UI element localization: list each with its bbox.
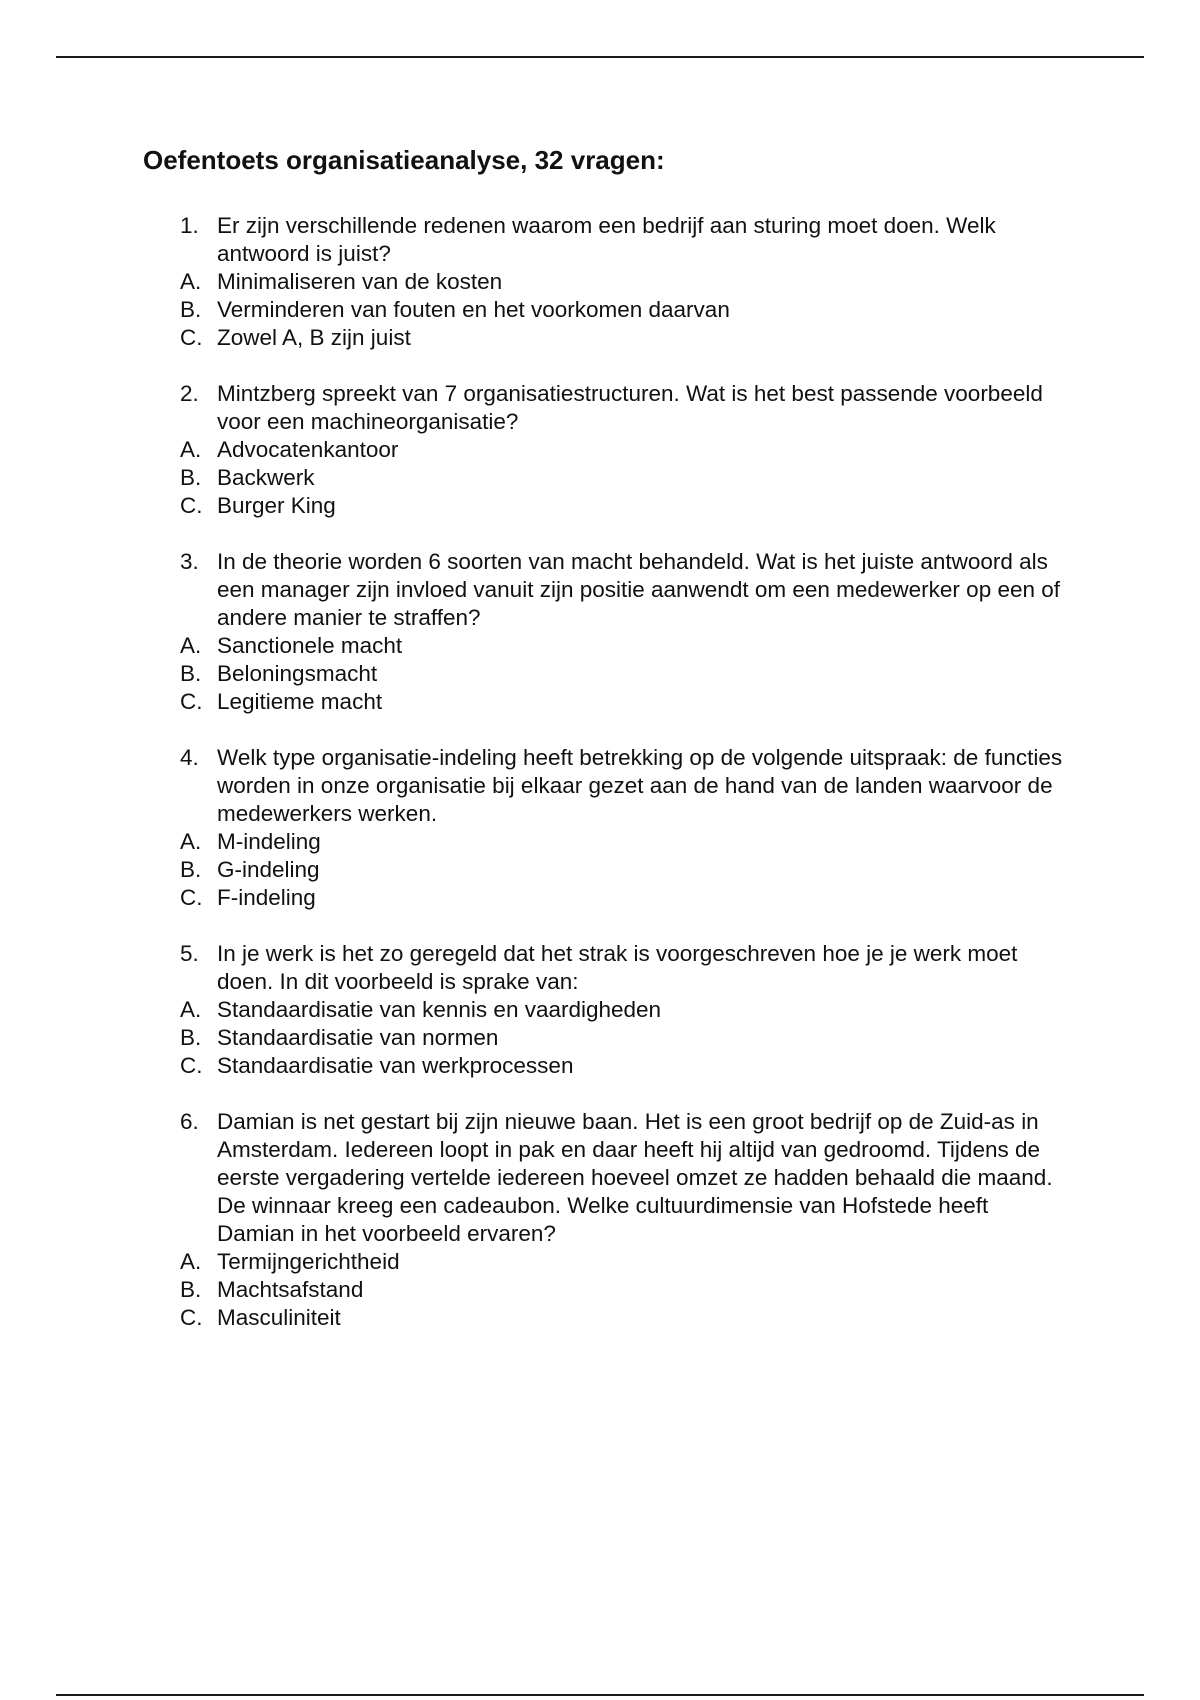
answer-option-b — [143, 660, 1063, 688]
option-letter: C. — [180, 1305, 203, 1330]
option-letter: C. — [180, 493, 203, 518]
option-text: F-indeling — [217, 885, 316, 910]
question-number: 4. — [180, 745, 199, 770]
question-stem — [143, 548, 1063, 632]
option-text: Termijngerichtheid — [217, 1249, 400, 1274]
option-letter: C. — [180, 325, 203, 350]
question-stem — [143, 1108, 1063, 1248]
option-text: Standaardisatie van kennis en vaardigheden — [217, 997, 662, 1022]
option-letter: A. — [180, 1249, 202, 1274]
answer-option-a — [143, 268, 1063, 296]
question-text: In je werk is het zo geregeld dat het strak is voorgeschreven hoe je je werk moet doen. In dit voorbeeld is sprake van: — [217, 941, 1018, 994]
option-text: Zowel A, B zijn juist — [217, 325, 411, 350]
option-letter: B. — [180, 297, 202, 322]
document-body — [143, 140, 1063, 1360]
answer-option-b — [143, 856, 1063, 884]
question-number: 6. — [180, 1109, 199, 1134]
bottom-rule — [56, 1694, 1144, 1696]
answer-option-c — [143, 1304, 1063, 1332]
option-text: Legitieme macht — [217, 689, 383, 714]
question-3 — [143, 548, 1063, 716]
question-text: Damian is net gestart bij zijn nieuwe baan. Het is een groot bedrijf op de Zuid-as in Amsterdam. Iedereen loopt in pak en daar heeft hij altijd van gedroomd. Tijdens de eerste vergadering vertelde iedereen hoeveel omzet ze hadden behaald die maand. De winnaar kreeg een cadeaubon. Welke cultuurdimensie van Hofstede heeft Damian in het voorbeeld ervaren? — [217, 1109, 1053, 1246]
answer-option-a — [143, 996, 1063, 1024]
question-number: 1. — [180, 213, 199, 238]
question-stem — [143, 940, 1063, 996]
option-text: Minimaliseren van de kosten — [217, 269, 503, 294]
option-text: Beloningsmacht — [217, 661, 378, 686]
option-letter: C. — [180, 1053, 203, 1078]
question-text: Er zijn verschillende redenen waarom een bedrijf aan sturing moet doen. Welk antwoord is juist? — [217, 213, 996, 266]
question-stem — [143, 744, 1063, 828]
option-text: Sanctionele macht — [217, 633, 403, 658]
option-letter: A. — [180, 633, 202, 658]
option-letter: B. — [180, 1025, 202, 1050]
option-letter: C. — [180, 885, 203, 910]
question-4 — [143, 744, 1063, 912]
answer-option-a — [143, 632, 1063, 660]
question-text: Welk type organisatie-indeling heeft betrekking op de volgende uitspraak: de functies worden in onze organisatie bij elkaar gezet aan de hand van de landen waarvoor de medewerkers werken. — [217, 745, 1063, 826]
option-text: M-indeling — [217, 829, 321, 854]
answer-option-c — [143, 492, 1063, 520]
option-letter: B. — [180, 1277, 202, 1302]
question-2 — [143, 380, 1063, 520]
option-letter: B. — [180, 661, 202, 686]
option-text: Machtsafstand — [217, 1277, 364, 1302]
question-1 — [143, 212, 1063, 352]
answer-option-c — [143, 1052, 1063, 1080]
question-number: 5. — [180, 941, 199, 966]
question-stem — [143, 380, 1063, 436]
question-number: 3. — [180, 549, 199, 574]
option-text: Masculiniteit — [217, 1305, 341, 1330]
answer-option-b — [143, 1024, 1063, 1052]
option-text: Advocatenkantoor — [217, 437, 399, 462]
option-letter: B. — [180, 465, 202, 490]
answer-option-b — [143, 296, 1063, 324]
answer-option-c — [143, 884, 1063, 912]
question-6 — [143, 1108, 1063, 1332]
answer-option-a — [143, 828, 1063, 856]
answer-option-c — [143, 324, 1063, 352]
option-text: G-indeling — [217, 857, 320, 882]
top-rule — [56, 56, 1144, 58]
answer-option-b — [143, 1276, 1063, 1304]
answer-option-c — [143, 688, 1063, 716]
option-letter: A. — [180, 997, 202, 1022]
option-letter: B. — [180, 857, 202, 882]
question-stem — [143, 212, 1063, 268]
option-text: Standaardisatie van werkprocessen — [217, 1053, 574, 1078]
question-5 — [143, 940, 1063, 1080]
option-text: Verminderen van fouten en het voorkomen daarvan — [217, 297, 730, 322]
option-text: Burger King — [217, 493, 336, 518]
answer-option-a — [143, 1248, 1063, 1276]
answer-option-a — [143, 436, 1063, 464]
option-letter: C. — [180, 689, 203, 714]
option-text: Standaardisatie van normen — [217, 1025, 499, 1050]
option-letter: A. — [180, 829, 202, 854]
question-text: In de theorie worden 6 soorten van macht behandeld. Wat is het juiste antwoord als een manager zijn invloed vanuit zijn positie aanwendt om een medewerker op een of andere manier te straffen? — [217, 549, 1061, 630]
question-text: Mintzberg spreekt van 7 organisatiestructuren. Wat is het best passende voorbeeld voor een machineorganisatie? — [217, 381, 1043, 434]
option-letter: A. — [180, 269, 202, 294]
option-text: Backwerk — [217, 465, 315, 490]
document-title: Oefentoets organisatieanalyse, 32 vragen: — [143, 145, 665, 175]
answer-option-b — [143, 464, 1063, 492]
question-number: 2. — [180, 381, 199, 406]
option-letter: A. — [180, 437, 202, 462]
